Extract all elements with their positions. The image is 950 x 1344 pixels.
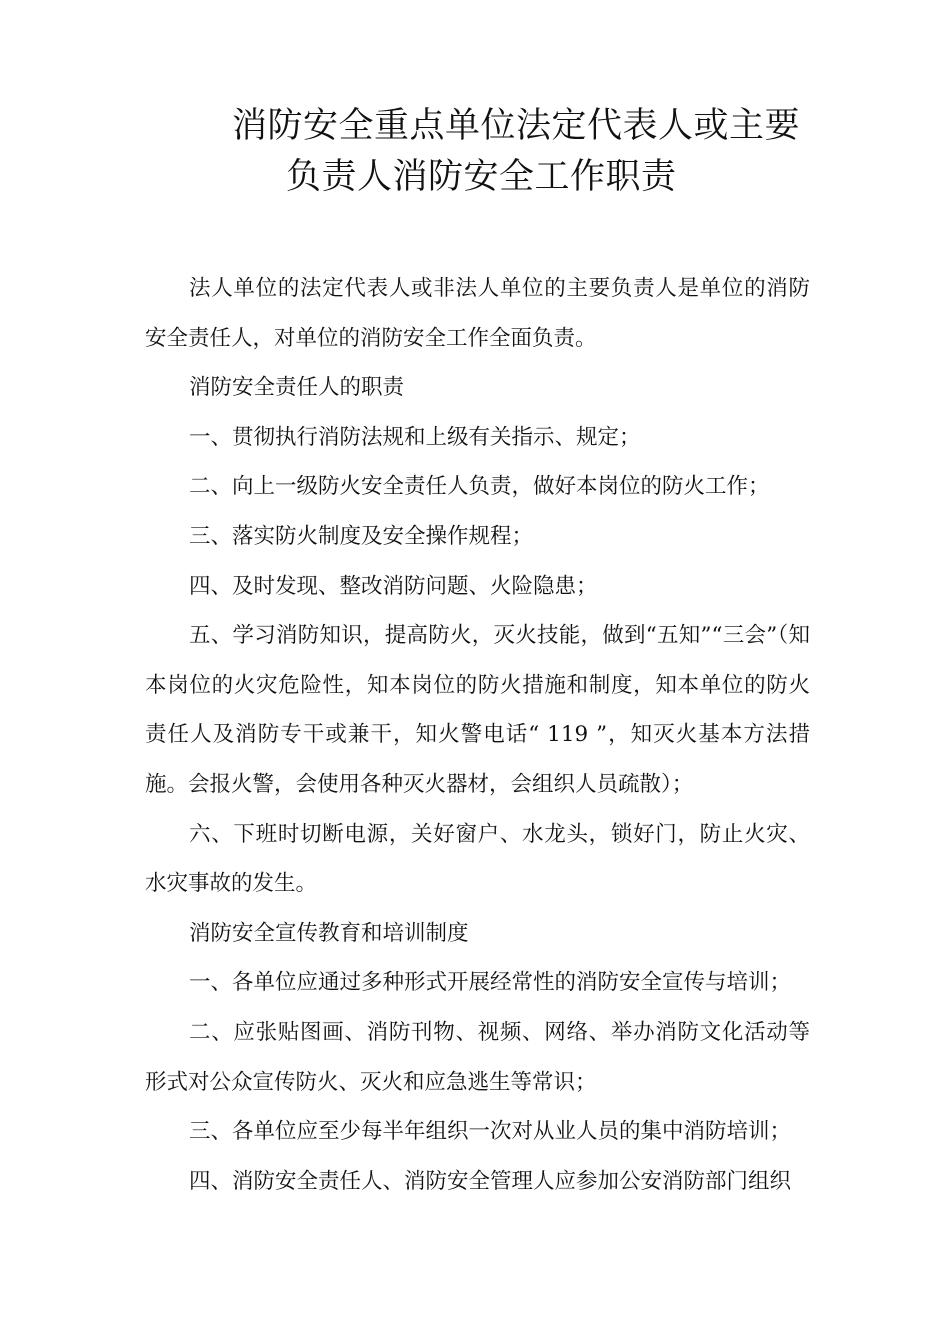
- paragraph-item-6: 六、下班时切断电源，关好窗户、水龙头，锁好门，防止火灾、水灾事故的发生。: [145, 821, 810, 897]
- paragraph-intro: 法人单位的法定代表人或非法人单位的主要负责人是单位的消防安全责任人，对单位的消防安全工作全面负责。: [145, 276, 810, 351]
- paragraph-training-1: 一、各单位应通过多种形式开展经常性的消防安全宣传与培训；: [189, 970, 792, 996]
- document-title-line-2: 负责人消防安全工作职责: [286, 157, 677, 197]
- paragraph-training-4: 四、消防安全责任人、消防安全管理人应参加公安消防部门组织: [189, 1168, 792, 1194]
- paragraph-training-2: 二、应张贴图画、消防刊物、视频、网络、举办消防文化活动等形式对公众宣传防火、灭火和应急逃生等常识；: [145, 1019, 810, 1095]
- paragraph-item-4: 四、及时发现、整改消防问题、火险隐患；: [189, 573, 598, 599]
- paragraph-item-1: 一、贯彻执行消防法规和上级有关指示、规定；: [189, 424, 641, 450]
- document-title-line-1: 消防安全重点单位法定代表人或主要: [232, 106, 801, 146]
- paragraph-item-2: 二、向上一级防火安全责任人负责，做好本岗位的防火工作；: [189, 474, 770, 500]
- section-heading-training: 消防安全宣传教育和培训制度: [189, 920, 469, 946]
- document-body: [145, 264, 810, 1206]
- paragraph-item-3: 三、落实防火制度及安全操作规程；: [189, 523, 534, 549]
- section-heading-responsibilities: 消防安全责任人的职责: [189, 375, 405, 401]
- paragraph-training-3: 三、各单位应至少每半年组织一次对从业人员的集中消防培训；: [189, 1119, 792, 1145]
- paragraph-item-5: 五、学习消防知识，提高防火，灭火技能，做到“五知”“三会”（知本岗位的火灾危险性，知本岗位的防火措施和制度，知本单位的防火责任人及消防专干或兼干，知火警电话“ 119 ”，知灭火基本方法措施。会报火警，会使用各种灭火器材，会组织人员疏散）；: [145, 623, 810, 797]
